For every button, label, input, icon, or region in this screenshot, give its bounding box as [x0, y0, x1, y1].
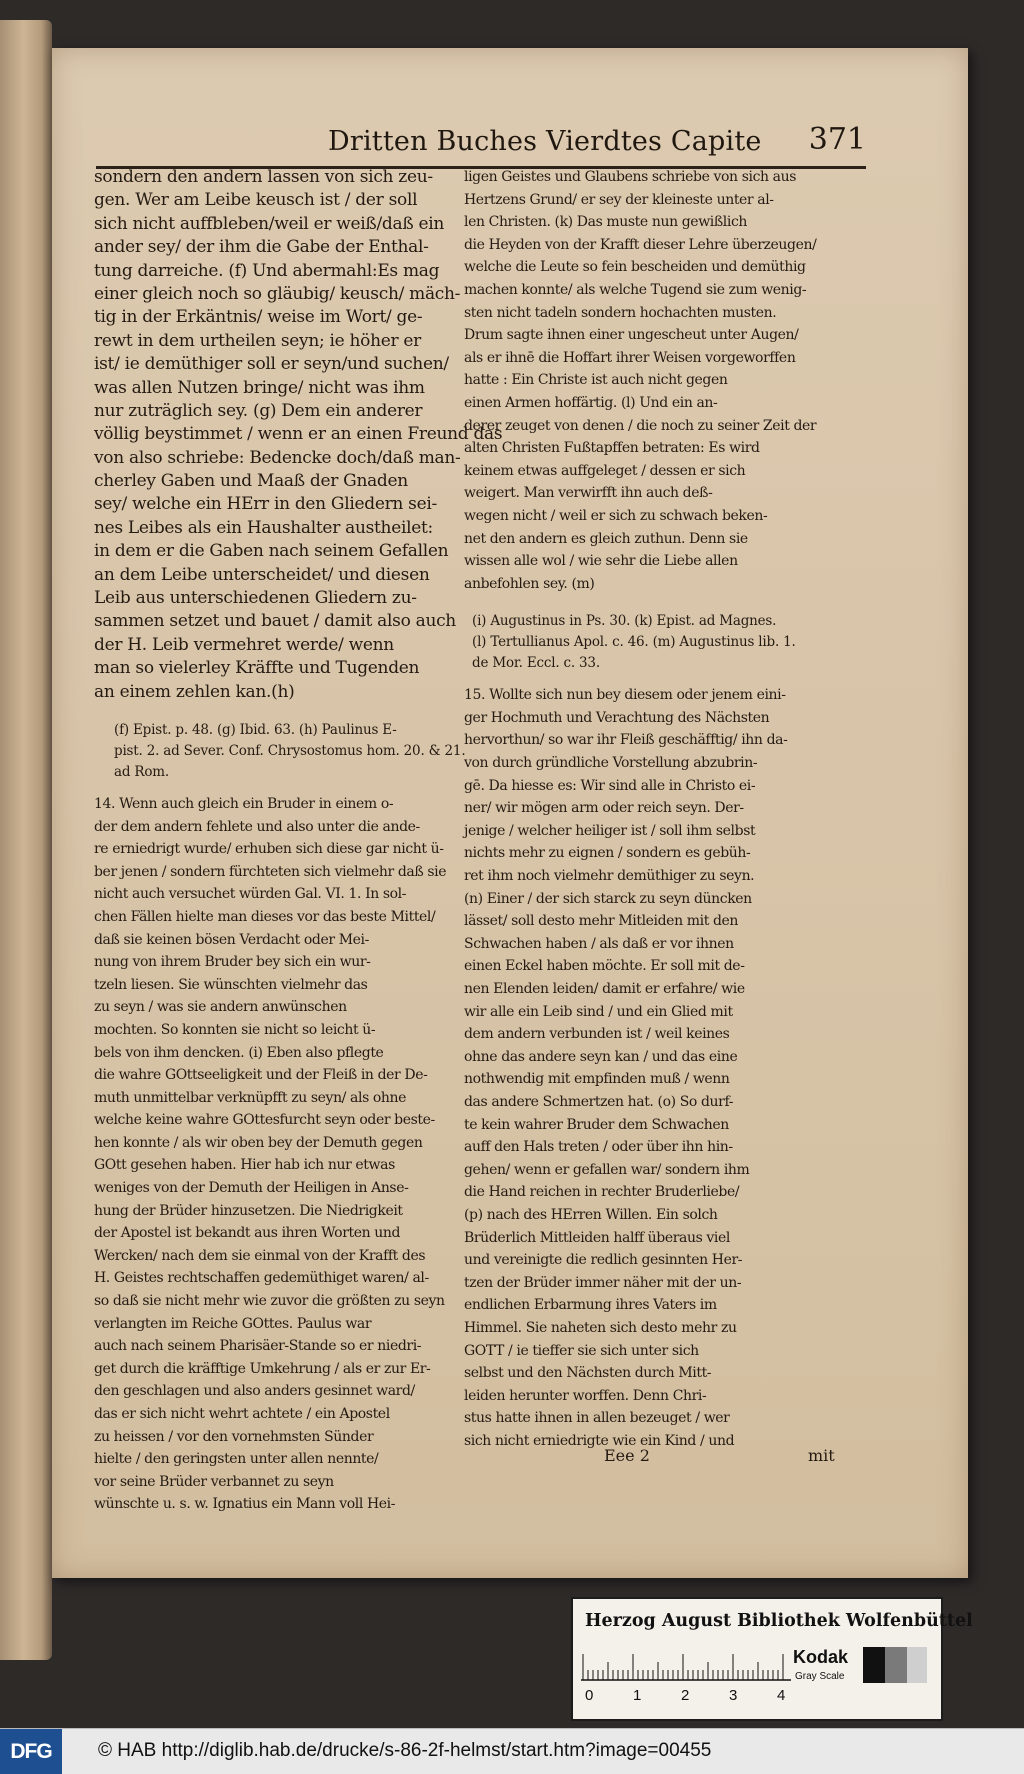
ruler-numbers: [581, 1687, 801, 1709]
text-line: auff den Hals treten / oder über ihn hin-: [464, 1139, 733, 1156]
text-line: sich nicht erniedrigte wie ein Kind / und: [464, 1432, 735, 1449]
text-line: was allen Nutzen bringe/ nicht was ihm: [94, 377, 425, 398]
text-line: keinem etwas auffgeleget / dessen er sich: [464, 462, 746, 479]
source-url[interactable]: © HAB http://diglib.hab.de/drucke/s-86-2f-helmst/start.htm?image=00455: [98, 1740, 712, 1761]
text-line: machen konnte/ als welche Tugend sie zum wenig-: [464, 281, 807, 298]
text-line: len Christen. (k) Das muste nun gewißlich: [464, 214, 748, 231]
gray-patch-black: [863, 1647, 885, 1683]
text-line: Brüderlich Mittleiden halff überaus viel: [464, 1229, 730, 1246]
text-line: (n) Einer / der sich starck zu seyn düncken: [464, 890, 752, 907]
text-line: nen Elenden leiden/ damit er erfahre/ wie: [464, 981, 745, 997]
text-line: wir alle ein Leib sind / und ein Glied mit: [464, 1003, 733, 1020]
left-column: [94, 166, 503, 1516]
text-line: (f) Epist. p. 48. (g) Ibid. 63. (h) Paulinus E-: [114, 721, 397, 738]
text-line: muth unmittelbar verknüpfft zu seyn/ als ohne: [94, 1089, 407, 1106]
text-line: jenige / welcher heiliger ist / soll ihm selbst: [464, 822, 756, 839]
text-line: (p) nach des HErren Willen. Ein solch: [464, 1206, 718, 1223]
gray-patch-mid: [885, 1647, 907, 1683]
kodak-brand: Kodak: [793, 1647, 849, 1667]
text-line: lässet/ soll desto mehr Mitleiden mit den: [464, 913, 739, 930]
text-line: vor seine Brüder verbannet zu seyn: [94, 1473, 334, 1490]
catchword: mit: [808, 1446, 835, 1465]
text-line: tzeln liesen. Sie wünschten vielmehr das: [94, 976, 368, 993]
text-line: auch nach seinem Pharisäer-Stande so er niedri-: [94, 1338, 422, 1355]
text-line: net den andern es gleich zuthun. Denn sie: [464, 530, 748, 547]
text-line: mochten. So konnten sie nicht so leicht ü-: [94, 1021, 376, 1038]
text-line: an dem Leibe unterscheidet/ und diesen: [94, 564, 430, 585]
text-line: endlichen Erbarmung ihres Vaters im: [464, 1297, 717, 1314]
text-line: hervorthun/ so war ihr Fleiß geschäfftig/ ihn da-: [464, 732, 788, 749]
text-line: derer zeuget von denen / die noch zu seiner Zeit der: [464, 417, 817, 434]
library-name: Herzog August Bibliothek Wolfenbüttel: [585, 1611, 973, 1631]
text-line: einen Armen hoffärtig. (l) Und ein an-: [464, 394, 718, 411]
text-line: das andere Schmertzen hat. (o) So durf-: [464, 1093, 734, 1110]
text-line: Schwachen haben / als daß er vor ihnen: [464, 935, 734, 952]
text-line: hung der Brüder hinzusetzen. Die Niedrigkeit: [94, 1202, 403, 1219]
text-line: hatte : Ein Christe ist auch nicht gegen: [464, 372, 728, 389]
text-line: nothwendig mit empfinden muß / wenn: [464, 1071, 730, 1088]
text-line: einen Eckel haben möchte. Er soll mit de-: [464, 958, 745, 975]
text-line: nichts mehr zu eignen / sondern es gebüh-: [464, 845, 751, 862]
left-paragraph-14: [94, 793, 450, 1516]
text-line: chen Fällen hielte man dieses vor das beste Mittel/: [94, 908, 436, 925]
book-page: [52, 48, 968, 1578]
scale-number: 0: [585, 1687, 594, 1704]
text-line: verlangten im Reiche GOttes. Paulus war: [94, 1315, 372, 1332]
text-line: nur zuträglich sey. (g) Dem ein anderer: [94, 400, 423, 421]
text-line: welche keine wahre GOttesfurcht seyn oder beste-: [94, 1112, 435, 1129]
right-footnotes: [472, 611, 842, 674]
gray-scale-label: Gray Scale: [795, 1671, 845, 1682]
text-line: alten Christen Fußtapffen betraten: Es wird: [464, 440, 760, 457]
text-line: gehen/ wenn er gefallen war/ sondern ihm: [464, 1161, 750, 1178]
text-line: te kein wahrer Bruder dem Schwachen: [464, 1116, 729, 1133]
text-line: anbefohlen sey. (m): [464, 575, 595, 592]
scale-number: 4: [777, 1687, 786, 1704]
text-line: weniges von der Demuth der Heiligen in Anse-: [94, 1180, 409, 1197]
text-line: tig in der Erkäntnis/ weise im Wort/ ge-: [94, 307, 423, 328]
text-line: (i) Augustinus in Ps. 30. (k) Epist. ad Magnes.: [472, 613, 777, 630]
text-line: (l) Tertullianus Apol. c. 46. (m) Augustinus lib. 1.: [472, 634, 796, 651]
text-line: in dem er die Gaben nach seinem Gefallen: [94, 541, 449, 562]
text-line: zu seyn / was sie andern anwünschen: [94, 999, 347, 1016]
text-line: Drum sagte ihnen einer ungescheut unter Augen/: [464, 327, 799, 344]
text-line: sey/ welche ein HErr in den Gliedern sei-: [94, 494, 437, 515]
text-line: die Hand reichen in rechter Bruderliebe/: [464, 1184, 740, 1201]
scale-number: 2: [681, 1687, 690, 1704]
text-line: ander sey/ der ihm die Gabe der Enthal-: [94, 237, 429, 258]
scale-number: 1: [633, 1687, 642, 1704]
text-line: ist/ ie demüthiger soll er seyn/und suchen/: [94, 354, 449, 375]
text-line: der H. Leib vermehret werde/ wenn: [94, 634, 394, 655]
viewer-footer: [0, 1728, 1024, 1774]
text-line: daß sie keinen bösen Verdacht oder Mei-: [94, 931, 369, 948]
text-line: tzen der Brüder immer näher mit der un-: [464, 1274, 742, 1291]
text-line: die Heyden von der Krafft dieser Lehre überzeugen/: [464, 236, 817, 253]
text-line: GOtt gesehen haben. Hier hab ich nur etwas: [94, 1157, 395, 1174]
text-line: ligen Geistes und Glaubens schriebe von sich aus: [464, 169, 797, 185]
text-line: tung darreiche. (f) Und abermahl:Es mag: [94, 260, 440, 281]
text-line: gen. Wer am Leibe keusch ist / der soll: [94, 190, 418, 211]
text-line: von durch gründliche Vorstellung abzubrin-: [464, 755, 758, 772]
text-line: von also schriebe: Bedencke doch/daß man-: [94, 447, 461, 468]
text-line: re erniedrigt wurde/ erhuben sich diese gar nicht ü-: [94, 841, 444, 858]
text-line: ner/ wir mögen arm oder reich seyn. Der-: [464, 800, 744, 817]
previous-page-edge: [0, 20, 52, 1660]
text-line: weigert. Man verwirfft ihn auch deß-: [464, 485, 713, 502]
text-line: stus hatte ihnen in allen bezeuget / wer: [464, 1410, 730, 1427]
text-line: pist. 2. ad Sever. Conf. Chrysostomus hom. 20. & 21.: [114, 742, 466, 759]
text-line: hielte / den geringsten unter allen nennte/: [94, 1451, 379, 1468]
text-line: sich nicht auffbleben/weil er weiß/daß ein: [94, 213, 445, 234]
text-line: Hertzens Grund/ er sey der kleineste unter al-: [464, 191, 774, 208]
dfg-logo[interactable]: DFG: [0, 1729, 62, 1774]
page-number: 371: [808, 122, 866, 157]
text-line: welche die Leute so fein bescheiden und demüthig: [464, 259, 806, 276]
left-footnotes: [114, 720, 466, 783]
text-line: an einem zehlen kan.(h): [94, 681, 295, 702]
text-line: den geschlagen und also anders gesinnet ward/: [94, 1383, 415, 1400]
library-color-card: [571, 1597, 973, 1721]
text-line: sammen setzet und bauet / damit also auch: [94, 611, 456, 632]
text-line: hen konnte / als wir oben bey der Demuth gegen: [94, 1134, 423, 1151]
right-paragraph-15: [464, 684, 842, 1452]
left-paragraph-13: [94, 166, 503, 704]
right-column: [464, 166, 842, 1452]
text-line: wünschte u. s. w. Ignatius ein Mann voll Hei-: [94, 1496, 396, 1513]
text-line: der dem andern fehlete und also unter die ande-: [94, 818, 420, 835]
text-line: 15. Wollte sich nun bey diesem oder jenem eini-: [464, 687, 786, 704]
text-line: leiden herunter worffen. Denn Chri-: [464, 1387, 707, 1404]
text-line: nung von ihrem Bruder bey sich ein wur-: [94, 954, 371, 971]
text-line: die wahre GOttseeligkeit und der Fleiß in der De-: [94, 1067, 428, 1084]
text-line: völlig beystimmet / wenn er an einen Freund das: [94, 424, 503, 445]
signature-mark: Eee 2: [604, 1446, 650, 1465]
text-line: nes Leibes als ein Haushalter austheilet:: [94, 517, 433, 538]
text-line: gē. Da hiesse es: Wir sind alle in Christo ei-: [464, 777, 756, 794]
running-header: [96, 120, 866, 169]
text-line: einer gleich noch so gläubig/ keusch/ mäch-: [94, 283, 461, 304]
text-line: ohne das andere seyn kan / und das eine: [464, 1048, 738, 1065]
text-line: man so vielerley Kräffte und Tugenden: [94, 658, 420, 679]
right-paragraph-continued: [464, 166, 842, 595]
text-line: dem andern verbunden ist / weil keines: [464, 1026, 730, 1043]
text-line: Leib aus unterschiedenen Gliedern zu-: [94, 588, 417, 609]
text-line: Himmel. Sie naheten sich desto mehr zu: [464, 1319, 737, 1336]
running-title: Dritten Buches Vierdtes Capite: [328, 126, 762, 157]
text-line: ad Rom.: [114, 763, 169, 780]
text-line: bels von ihm dencken. (i) Eben also pflegte: [94, 1044, 384, 1061]
text-line: und vereinigte die redlich gesinnten Her-: [464, 1252, 743, 1269]
text-line: ber jenen / sondern fürchteten sich vielmehr daß sie: [94, 863, 447, 880]
text-line: der Apostel ist bekandt aus ihren Worten und: [94, 1225, 401, 1242]
text-line: 14. Wenn auch gleich ein Bruder in einem o-: [94, 795, 394, 812]
text-line: GOTT / ie tieffer sie sich unter sich: [464, 1342, 699, 1359]
text-line: wegen nicht / weil er sich zu schwach beken-: [464, 507, 768, 524]
text-line: selbst und den Nächsten durch Mitt-: [464, 1365, 712, 1382]
text-line: ger Hochmuth und Verachtung des Nächsten: [464, 709, 770, 726]
text-line: als er ihnē die Hoffart ihrer Weisen vorgeworffen: [464, 349, 796, 366]
text-line: de Mor. Eccl. c. 33.: [472, 655, 600, 672]
text-line: H. Geistes rechtschaffen gedemüthiget waren/ al-: [94, 1270, 429, 1287]
text-line: sten nicht tadeln sondern hochachten musten.: [464, 304, 777, 321]
text-line: Wercken/ nach dem sie einmal von der Krafft des: [94, 1247, 426, 1264]
text-line: sondern den andern lassen von sich zeu-: [94, 167, 433, 187]
text-line: cherley Gaben und Maaß der Gnaden: [94, 471, 408, 492]
text-line: nicht auch versuchet würden Gal. VI. 1. In sol-: [94, 886, 407, 903]
text-line: get durch die kräfftige Umkehrung / als er zur Er-: [94, 1360, 431, 1377]
ruler-scale-icon: [581, 1649, 791, 1681]
scale-number: 3: [729, 1687, 738, 1704]
text-line: zu heissen / vor den vornehmsten Sünder: [94, 1428, 374, 1445]
text-line: das er sich nicht wehrt achtete / ein Apostel: [94, 1406, 390, 1423]
text-line: ret ihm noch vielmehr demüthiger zu seyn.: [464, 868, 755, 885]
gray-patch-light: [907, 1647, 927, 1683]
text-line: rewt in dem urtheilen seyn; ie höher er: [94, 330, 422, 351]
text-line: so daß sie nicht mehr wie zuvor die größten zu seyn: [94, 1293, 445, 1310]
text-line: wissen alle wol / wie sehr die Liebe allen: [464, 553, 738, 570]
